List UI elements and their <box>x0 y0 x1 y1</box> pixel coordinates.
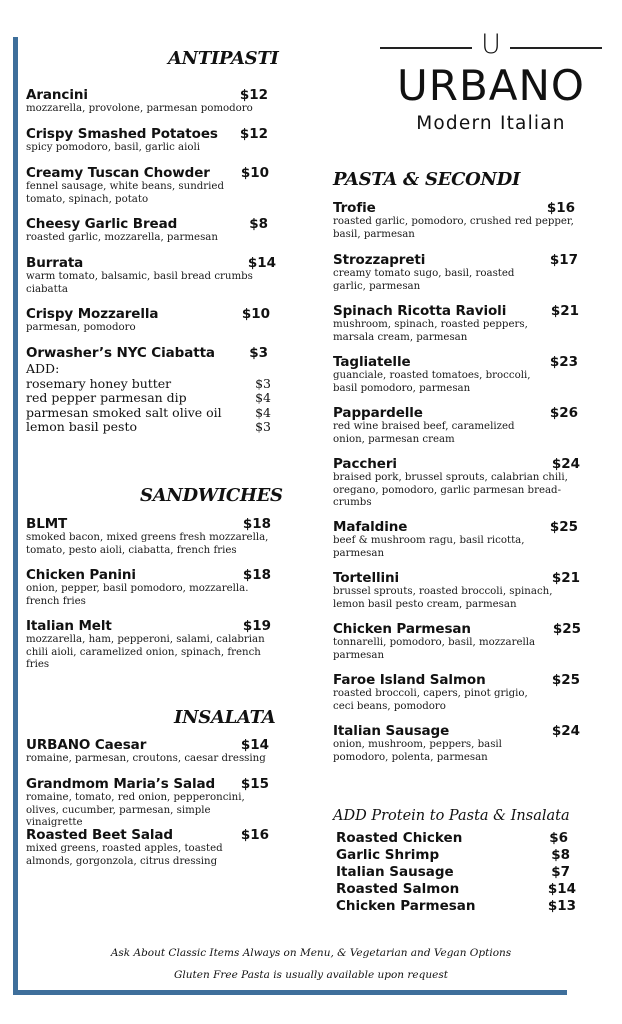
addon-price: $4 <box>255 390 271 405</box>
menu-item <box>26 618 271 672</box>
menu-item <box>333 200 575 241</box>
item-name: Roasted Beet Salad <box>26 827 173 843</box>
protein-price: $14 <box>547 881 576 897</box>
addon-name: parmesan smoked salt olive oil <box>26 404 222 420</box>
addon-row <box>26 377 271 392</box>
addon-price: $3 <box>255 419 271 434</box>
addon-row <box>26 420 271 435</box>
addon-row <box>26 391 271 406</box>
logo-letter: U <box>481 29 501 60</box>
addon-name: lemon basil pesto <box>26 419 137 434</box>
menu-item <box>26 306 276 335</box>
protein-row <box>336 881 576 898</box>
item-description: braised pork, brussel sprouts, calabrian chili, oregano, pomodoro, garlic parmesan bread-crumbs <box>333 472 568 508</box>
addon-row <box>26 406 271 421</box>
protein-name: Roasted Chicken <box>336 830 463 846</box>
protein-name: Garlic Shrimp <box>336 847 440 863</box>
item-price: $10 <box>240 165 269 181</box>
item-name: Italian Melt <box>26 618 112 634</box>
footer-note-gluten-free: Gluten Free Pasta is usually available upon request <box>174 969 448 981</box>
menu-item <box>26 255 276 296</box>
item-description: brussel sprouts, roasted broccoli, spinach, lemon basil pesto cream, parmesan <box>333 586 553 610</box>
item-name: Arancini <box>26 87 88 103</box>
menu-item <box>333 723 580 764</box>
item-price: $15 <box>240 776 269 792</box>
menu-item <box>333 405 578 446</box>
protein-row <box>336 847 576 864</box>
menu-item <box>333 519 578 560</box>
item-description: roasted garlic, mozzarella, parmesan <box>26 232 218 243</box>
item-name: Faroe Island Salmon <box>333 672 486 688</box>
left-border-bar <box>13 37 18 995</box>
item-name: Spinach Ricotta Ravioli <box>333 303 507 319</box>
item-description: guanciale, roasted tomatoes, broccoli, basil pomodoro, parmesan <box>333 370 531 394</box>
item-description: onion, mushroom, peppers, basil pomodoro, polenta, parmesan <box>333 739 502 763</box>
protein-name: Chicken Parmesan <box>336 898 476 914</box>
item-name: Tagliatelle <box>333 354 411 370</box>
item-price: $14 <box>247 255 276 271</box>
item-price: $14 <box>240 737 269 753</box>
menu-item <box>26 165 269 206</box>
item-price: $8 <box>249 216 268 232</box>
item-description: mozzarella, ham, pepperoni, salami, calabrian chili aioli, caramelized onion, spinach, french fries <box>26 634 265 670</box>
protein-price: $6 <box>549 830 568 846</box>
addons-label: ADD: <box>26 361 60 376</box>
item-name: Orwasher’s NYC Ciabatta <box>26 345 215 361</box>
item-description: creamy tomato sugo, basil, roasted garlic, parmesan <box>333 268 515 292</box>
protein-title: ADD Protein to Pasta & Insalata <box>333 808 570 824</box>
item-name: Cheesy Garlic Bread <box>26 216 178 232</box>
item-price: $17 <box>549 252 578 268</box>
protein-name: Italian Sausage <box>336 864 454 880</box>
item-price: $25 <box>549 519 578 535</box>
item-name: Trofie <box>333 200 376 216</box>
menu-item <box>26 827 269 868</box>
item-price: $21 <box>550 303 579 319</box>
menu-item <box>26 216 276 245</box>
item-name: Mafaldine <box>333 519 408 535</box>
logo-name: URBANO <box>397 61 585 110</box>
item-price: $18 <box>242 516 271 532</box>
item-name: URBANO Caesar <box>26 737 147 753</box>
item-name: Strozzapreti <box>333 252 426 268</box>
menu-item <box>333 303 579 344</box>
item-name: Crispy Smashed Potatoes <box>26 126 218 142</box>
item-price: $12 <box>239 87 268 103</box>
menu-item <box>26 776 269 830</box>
menu-item <box>26 126 276 155</box>
item-price: $16 <box>240 827 269 843</box>
menu-item <box>26 737 269 766</box>
item-description: romaine, tomato, red onion, pepperoncini, olives, cucumber, parmesan, simple vinaigrette <box>26 792 245 828</box>
item-description: parmesan, pomodoro <box>26 322 136 333</box>
item-description: onion, pepper, basil pomodoro, mozzarella. french fries <box>26 583 249 607</box>
menu-item <box>333 672 580 713</box>
item-description: mushroom, spinach, roasted peppers, marsala cream, parmesan <box>333 319 528 343</box>
antipasti-title: ANTIPASTI <box>168 48 279 69</box>
item-description: beef & mushroom ragu, basil ricotta, parmesan <box>333 535 525 559</box>
item-description: mixed greens, roasted apples, toasted almonds, gorgonzola, citrus dressing <box>26 843 223 867</box>
item-price: $26 <box>549 405 578 421</box>
item-price: $25 <box>552 621 581 637</box>
addon-name: rosemary honey butter <box>26 375 172 391</box>
menu-item <box>333 570 580 611</box>
menu-item <box>26 516 271 557</box>
item-price: $3 <box>249 345 268 361</box>
menu-item <box>26 345 276 361</box>
menu-item <box>333 252 578 293</box>
item-description: red wine braised beef, caramelized onion, parmesan cream <box>333 421 515 445</box>
item-price: $24 <box>551 456 580 472</box>
bottom-border-bar <box>13 990 567 995</box>
item-description: smoked bacon, mixed greens fresh mozzarella, tomato, pesto aioli, ciabatta, french fries <box>26 532 269 556</box>
protein-row <box>336 864 576 881</box>
item-price: $24 <box>551 723 580 739</box>
addon-price: $3 <box>255 375 271 391</box>
sandwiches-title: SANDWICHES <box>140 485 283 506</box>
item-name: BLMT <box>26 516 68 532</box>
item-price: $19 <box>242 618 271 634</box>
item-description: romaine, parmesan, croutons, caesar dressing <box>26 753 266 764</box>
item-price: $18 <box>242 567 271 583</box>
addon-price: $4 <box>255 404 271 420</box>
insalata-title: INSALATA <box>174 707 276 728</box>
item-description: tonnarelli, pomodoro, basil, mozzarella parmesan <box>333 637 536 661</box>
menu-item <box>26 87 276 116</box>
item-name: Grandmom Maria’s Salad <box>26 776 216 792</box>
protein-row <box>336 898 576 915</box>
item-price: $16 <box>546 200 575 216</box>
item-name: Tortellini <box>333 570 400 586</box>
item-price: $23 <box>549 354 578 370</box>
pasta-title: PASTA & SECONDI <box>333 169 521 190</box>
menu-item <box>333 621 581 662</box>
item-description: mozzarella, provolone, parmesan pomodoro <box>26 103 253 114</box>
item-price: $25 <box>551 672 580 688</box>
logo-tagline: Modern Italian <box>416 113 566 134</box>
item-price: $21 <box>551 570 580 586</box>
item-description: fennel sausage, white beans, sundried tomato, spinach, potato <box>26 181 224 205</box>
protein-price: $8 <box>551 847 570 863</box>
menu-item <box>26 567 271 608</box>
item-name: Pappardelle <box>333 405 423 421</box>
ciabatta-addons <box>26 362 271 435</box>
item-price: $10 <box>241 306 270 322</box>
protein-row <box>336 830 576 847</box>
menu-item <box>333 354 578 395</box>
item-name: Paccheri <box>333 456 397 472</box>
item-name: Italian Sausage <box>333 723 450 739</box>
item-description: spicy pomodoro, basil, garlic aioli <box>26 142 201 153</box>
item-name: Burrata <box>26 255 84 271</box>
item-description: roasted broccoli, capers, pinot grigio, ceci beans, pomodoro <box>333 688 528 712</box>
menu-item <box>333 456 580 510</box>
item-name: Creamy Tuscan Chowder <box>26 165 210 181</box>
protein-name: Roasted Salmon <box>336 881 460 897</box>
item-description: warm tomato, balsamic, basil bread crumbs ciabatta <box>26 271 253 295</box>
protein-price: $13 <box>547 898 576 914</box>
item-description: roasted garlic, pomodoro, crushed red pepper, basil, parmesan <box>333 216 574 240</box>
item-name: Crispy Mozzarella <box>26 306 159 322</box>
protein-price: $7 <box>551 864 570 880</box>
item-name: Chicken Parmesan <box>333 621 471 637</box>
item-price: $12 <box>239 126 268 142</box>
protein-list <box>336 830 576 915</box>
footer-note-options: Ask About Classic Items Always on Menu, & Vegetarian and Vegan Options <box>110 947 512 959</box>
addon-name: red pepper parmesan dip <box>26 390 187 405</box>
item-name: Chicken Panini <box>26 567 136 583</box>
